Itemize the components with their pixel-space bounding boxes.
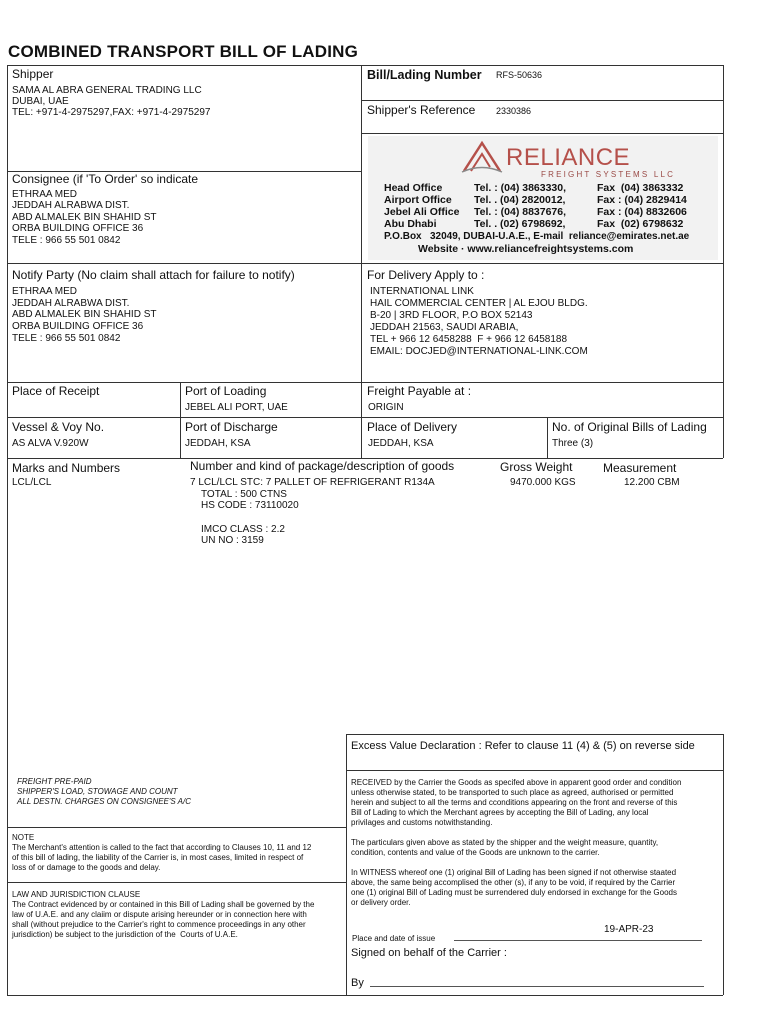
line-consignee-notify [7, 263, 723, 264]
divider-lower-center [346, 734, 347, 995]
shipper-line: SAMA AL ABRA GENERAL TRADING LLC [12, 85, 202, 96]
line-ref-logo [361, 133, 723, 134]
delivery-apply-line: HAIL COMMERCIAL CENTER | AL EJOU BLDG. [370, 298, 588, 309]
goods-description: 7 LCL/LCL STC: 7 PALLET OF REFRIGERANT R134A [190, 477, 435, 488]
line-notify-receipt [7, 382, 723, 383]
logo-po-box: P.O.Box 32049, DUBAI-U.A.E., E-mail reliance@emirates.net.ae [384, 231, 690, 242]
notify-line: ETHRAA MED [12, 286, 78, 297]
bill-lading-number: RFS-50636 [496, 70, 543, 80]
reliance-logo-icon [460, 139, 504, 175]
frame-bottom [7, 995, 723, 996]
delivery-apply-line: B-20 | 3RD FLOOR, P.O BOX 52143 [370, 310, 533, 321]
shipper-reference-value: 2330386 [496, 106, 532, 116]
consignee-line: JEDDAH ALRABWA DIST. [12, 200, 130, 211]
shipper-reference-label: Shipper's Reference [367, 103, 476, 117]
original-bills-value: Three (3) [552, 438, 594, 449]
consignee-line: TELE : 966 55 501 0842 [12, 235, 121, 246]
received-line: unless otherwise stated, to be transported to such place as agreed, authorised or permitted [351, 788, 674, 797]
office-fax: Fax (02) 6798632 [597, 218, 684, 230]
marks-value: LCL/LCL [12, 477, 52, 488]
received-line: herein and subject to all the terms and cconditions appearing on the front and reverse of this [351, 798, 678, 807]
gross-weight-value: 9470.000 KGS [510, 477, 576, 488]
received-line: RECEIVED by the Carrier the Goods as specifed above in apparent good order and condition [351, 778, 682, 787]
delivery-apply-label: For Delivery Apply to : [367, 268, 485, 282]
office-name: Head Office [384, 182, 443, 194]
line-bl-ref [361, 100, 723, 101]
vessel-value: AS ALVA V.920W [12, 438, 89, 449]
divider-receipt-loading [180, 382, 181, 458]
goods-description: UN NO : 3159 [201, 535, 264, 546]
witness-line: above, the same being accomplised the other (s), if any to be void, if required by the Carrier [351, 878, 676, 887]
law-line: law of U.A.E. and any claiim or dispute arising hereunder or in connection here with [12, 910, 307, 919]
divider-center-top [361, 65, 362, 458]
excess-value-declaration: Excess Value Declaration : Refer to clause 11 (4) & (5) on reverse side [351, 740, 695, 752]
received-line: Bill of Lading to which the Merchant agrees by accepting the Bill of Lading, any local [351, 808, 649, 817]
port-of-loading-value: JEBEL ALI PORT, UAE [185, 402, 288, 413]
note-line: The Merchant's attention is called to the fact that according to Clauses 10, 11 and 12 [12, 843, 312, 852]
law-heading: LAW AND JURISDICTION CLAUSE [12, 890, 141, 899]
line-excess-top [346, 734, 723, 735]
line-excess-bottom [346, 770, 723, 771]
note-heading: NOTE [12, 833, 35, 842]
place-date-label: Place and date of issue [352, 934, 436, 943]
received-line: privilages and customs notwithstanding. [351, 818, 493, 827]
line-receipt-vessel [7, 417, 723, 418]
notify-line: JEDDAH ALRABWA DIST. [12, 298, 130, 309]
office-tel: Tel. : (04) 3863330, [474, 182, 567, 194]
original-bills-label: No. of Original Bills of Lading [552, 420, 707, 434]
signature-line[interactable] [370, 986, 704, 987]
logo-company-subtitle: FREIGHT SYSTEMS LLC [541, 170, 676, 179]
delivery-apply-line: JEDDAH 21563, SAUDI ARABIA, [370, 322, 519, 333]
line-note-top [7, 827, 346, 828]
office-name: Jebel Ali Office [384, 206, 460, 218]
goods-description: TOTAL : 500 CTNS [201, 489, 287, 500]
place-date-underline [454, 940, 702, 941]
port-of-loading-label: Port of Loading [185, 384, 267, 398]
delivery-apply-line: TEL + 966 12 6458288 F + 966 12 6458188 [370, 334, 568, 345]
port-of-discharge-label: Port of Discharge [185, 420, 278, 434]
freight-note: SHIPPER'S LOAD, STOWAGE AND COUNT [17, 787, 178, 796]
gross-weight-label: Gross Weight [500, 460, 573, 474]
vessel-label: Vessel & Voy No. [12, 420, 105, 434]
issue-date: 19-APR-23 [604, 924, 654, 935]
document-title: COMBINED TRANSPORT BILL OF LADING [8, 42, 359, 61]
consignee-line: ABD ALMALEK BIN SHAHID ST [12, 212, 157, 223]
witness-line: or delivery order. [351, 898, 411, 907]
office-tel: Tel. . (04) 2820012, [474, 194, 566, 206]
by-label: By [351, 977, 364, 989]
consignee-line: ORBA BUILDING OFFICE 36 [12, 223, 144, 234]
notify-line: ORBA BUILDING OFFICE 36 [12, 321, 144, 332]
port-of-discharge-value: JEDDAH, KSA [185, 438, 251, 449]
signed-on-behalf-label: Signed on behalf of the Carrier : [351, 947, 507, 959]
witness-line: one (1) original Bill of Lading must be surrendered duly endorsed in exchange for the Goods [351, 888, 677, 897]
particulars-line: condition, contents and value of the Goods are unknown to the carrier. [351, 848, 600, 857]
office-fax: Fax : (04) 2829414 [597, 194, 687, 206]
notify-line: ABD ALMALEK BIN SHAHID ST [12, 309, 157, 320]
note-line: of this bill of lading, the liability of the Carrier is, in most cases, limited in respect of [12, 853, 304, 862]
office-tel: Tel. : (04) 8837676, [474, 206, 567, 218]
law-line: jurisdiction) be subject to the jurisdiction of the Courts of U.A.E. [12, 930, 238, 939]
place-of-delivery-label: Place of Delivery [367, 420, 458, 434]
witness-line: In WITNESS whereof one (1) original Bill of Lading has been signed if not otherwise staated [351, 868, 677, 877]
goods-description: HS CODE : 73110020 [201, 500, 299, 511]
shipper-line: TEL: +971-4-2975297,FAX: +971-4-2975297 [12, 107, 211, 118]
consignee-line: ETHRAA MED [12, 189, 78, 200]
place-of-delivery-value: JEDDAH, KSA [368, 438, 434, 449]
measurement-value: 12.200 CBM [624, 477, 680, 488]
frame-right-lower [723, 734, 724, 995]
divider-delivery-bills [547, 417, 548, 458]
freight-payable-label: Freight Payable at : [367, 384, 472, 398]
delivery-apply-line: EMAIL: DOCJED@INTERNATIONAL-LINK.COM [370, 346, 588, 357]
particulars-line: The particulars given above as stated by the shipper and the weight measure, quantity, [351, 838, 659, 847]
bill-lading-label: Bill/Lading Number [367, 68, 482, 82]
delivery-apply-line: INTERNATIONAL LINK [370, 286, 474, 297]
frame-top [7, 65, 723, 66]
frame-right [723, 65, 724, 458]
logo-company-name: RELIANCE [506, 144, 631, 171]
office-name: Airport Office [384, 194, 452, 206]
shipper-label: Shipper [12, 67, 54, 81]
frame-left [7, 65, 8, 995]
freight-payable-value: ORIGIN [368, 402, 404, 413]
office-tel: Tel. . (02) 6798692, [474, 218, 566, 230]
law-line: The Contract evidenced by or contained in this Bill of Lading shall be governed by the [12, 900, 315, 909]
marks-numbers-label: Marks and Numbers [12, 461, 121, 475]
line-law-top [7, 882, 346, 883]
goods-description: IMCO CLASS : 2.2 [201, 524, 285, 535]
freight-note: FREIGHT PRE-PAID [17, 777, 92, 786]
freight-note: ALL DESTN. CHARGES ON CONSIGNEE'S A/C [17, 797, 192, 806]
measurement-label: Measurement [603, 461, 677, 475]
office-fax: Fax : (04) 8832606 [597, 206, 687, 218]
notify-party-label: Notify Party (No claim shall attach for failure to notify) [12, 268, 295, 282]
office-name: Abu Dhabi [384, 218, 437, 230]
place-of-receipt-label: Place of Receipt [12, 384, 100, 398]
notify-line: TELE : 966 55 501 0842 [12, 333, 121, 344]
logo-website: Website · www.reliancefreightsystems.com [418, 243, 634, 255]
office-fax: Fax (04) 3863332 [597, 182, 684, 194]
shipper-line: DUBAI, UAE [12, 96, 69, 107]
law-line: shall (without prejudice to the Carrier's right to commence proceedings in any other [12, 920, 306, 929]
packages-description-label: Number and kind of package/description of goods [190, 459, 455, 473]
consignee-label: Consignee (if 'To Order' so indicate [12, 172, 199, 186]
note-line: loss of or damage to the goods and delay. [12, 863, 161, 872]
